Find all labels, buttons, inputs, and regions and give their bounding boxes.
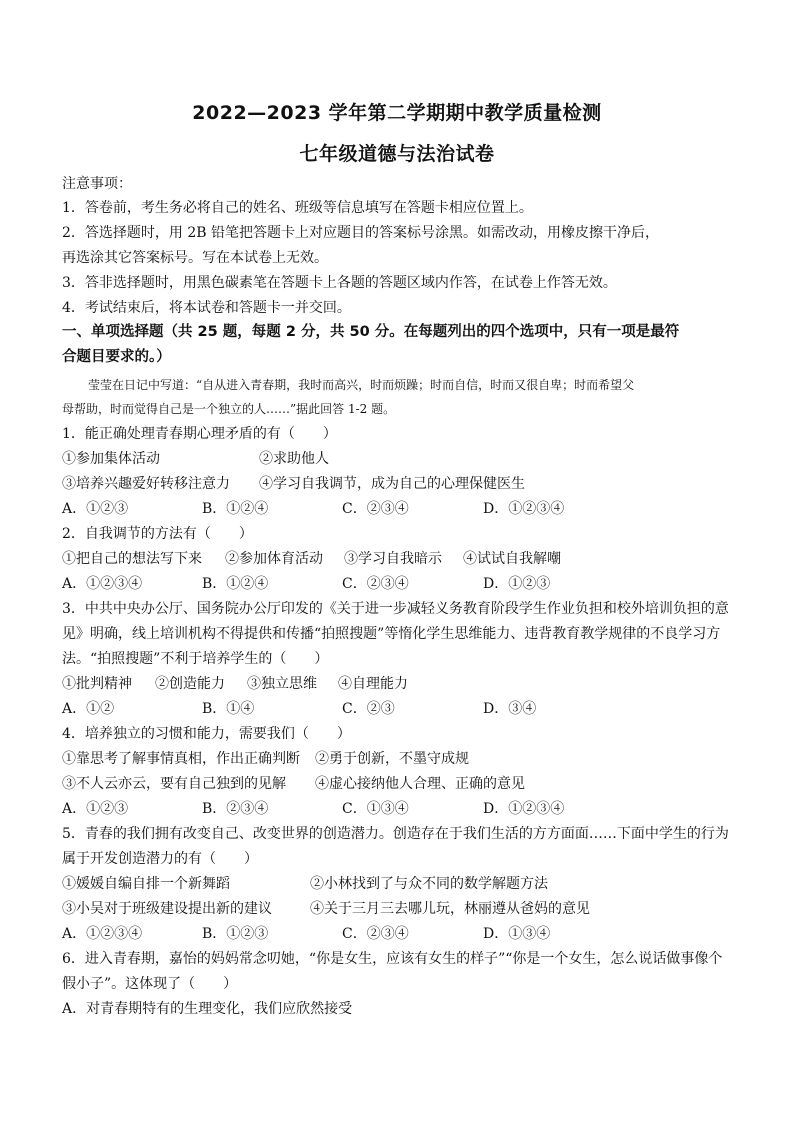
notice-item: 再选涂其它答案标号。写在本试卷上无效。 (62, 250, 328, 266)
notice-item: 2．答选择题时，用 2B 铅笔把答题卡上对应题目的答案标号涂黑。如需改动，用橡皮擦干净后， (62, 225, 660, 241)
option-item: ③培养兴趣爱好转移注意力 (62, 476, 230, 492)
reading-passage: 莹莹在日记中写道：“自从进入青春期，我时而高兴，时而烦躁；时而自信，时而又很自卑；时而希望父 (88, 378, 635, 392)
exam-subtitle: 七年级道德与法治试卷 (299, 143, 495, 165)
question-stem: 2．自我调节的方法有（ ） (62, 526, 253, 542)
option-item: ①靠思考了解事情真相，作出正确判断 (62, 751, 300, 767)
option-item: ④试试自我解嘲 (463, 551, 561, 567)
question-stem: 1．能正确处理青春期心理矛盾的有（ ） (62, 426, 337, 442)
option-item: ②求助他人 (259, 451, 329, 467)
exam-title: 2022—2023 学年第二学期期中教学质量检测 (192, 102, 602, 124)
option-item: ②参加体育活动 (225, 551, 323, 567)
choice-b: B．①②③ (202, 926, 269, 942)
option-item: ③不人云亦云，要有自己独到的见解 (62, 776, 286, 792)
choice-a: A．①②③ (62, 801, 129, 817)
choice-c: C．②③④ (342, 926, 409, 942)
option-item: ②勇于创新，不墨守成规 (315, 751, 469, 767)
choice-b: B．①②④ (202, 576, 269, 592)
question-stem-cont: 属于开发创造潜力的有（ ） (62, 851, 258, 867)
option-item: ④自理能力 (338, 676, 408, 692)
question-stem: 4．培养独立的习惯和能力，需要我们（ ） (62, 726, 351, 742)
option-item: ③学习自我暗示 (344, 551, 442, 567)
option-item: ③独立思维 (247, 676, 317, 692)
reading-passage-cont: 母帮助，时而觉得自己是一个独立的人……”据此回答 1-2 题。 (62, 402, 396, 416)
option-item: ①媛媛自编自排一个新舞蹈 (62, 876, 230, 892)
notice-item: 4．考试结束后，将本试卷和答题卡一并交回。 (62, 300, 351, 316)
choice-d: D．③④ (483, 701, 537, 717)
option-item: ④学习自我调节，成为自己的心理保健医生 (259, 476, 525, 492)
option-item: ④关于三月三去哪儿玩，林丽遵从爸妈的意见 (310, 901, 590, 917)
option-item: ②创造能力 (155, 676, 225, 692)
question-stem: 5．青春的我们拥有改变自己、改变世界的创造潜力。创造存在于我们生活的方方面面……下面中学生的行为 (62, 826, 729, 842)
choice-c: C．②③④ (342, 501, 409, 517)
choice-d: D．①②③ (483, 576, 551, 592)
choice-b: B．①②④ (202, 501, 269, 517)
choice-a: A．对青春期特有的生理变化，我们应欣然接受 (62, 1001, 353, 1017)
choice-a: A．①②③ (62, 501, 129, 517)
option-item: ①把自己的想法写下来 (62, 551, 202, 567)
question-stem: 3．中共中央办公厅、国务院办公厅印发的《关于进一步减轻义务教育阶段学生作业负担和校外培训负担的意 (62, 601, 729, 617)
notice-heading: 注意事项： (62, 176, 132, 192)
choice-d: D．①②③④ (483, 501, 565, 517)
question-stem: 6．进入青春期，嘉怡的妈妈常念叨她，“你是女生，应该有女生的样子”“你是一个女生，怎么说话做事像个 (62, 951, 723, 967)
choice-a: A．①②③④ (62, 926, 143, 942)
option-item: ④虚心接纳他人合理、正确的意见 (315, 776, 525, 792)
question-stem-cont: 法。“拍照搜题”不利于培养学生的（ ） (62, 651, 329, 667)
section-heading-cont: 合题目要求的。） (62, 349, 171, 365)
choice-c: C．②③ (342, 701, 395, 717)
question-stem-cont: 假小子”。这体现了（ ） (62, 976, 238, 992)
choice-c: C．②③④ (342, 576, 409, 592)
question-stem-cont: 见》明确，线上培训机构不得提供和传播“拍照搜题”等惰化学生思维能力、违背教育教学规律的不良学习方 (62, 626, 721, 642)
option-item: ②小林找到了与众不同的数学解题方法 (310, 876, 548, 892)
choice-b: B．①④ (202, 701, 255, 717)
choice-c: C．①③④ (342, 801, 409, 817)
choice-b: B．②③④ (202, 801, 269, 817)
choice-a: A．①② (62, 701, 115, 717)
option-item: ①批判精神 (62, 676, 132, 692)
notice-item: 1．答卷前，考生务必将自己的姓名、班级等信息填写在答题卡相应位置上。 (62, 200, 533, 216)
option-item: ③小吴对于班级建设提出新的建议 (62, 901, 272, 917)
choice-d: D．①③④ (483, 926, 551, 942)
section-heading: 一、单项选择题（共 25 题，每题 2 分，共 50 分。在每题列出的四个选项中，只有一项是最符 (62, 324, 680, 340)
option-item: ①参加集体活动 (62, 451, 160, 467)
notice-item: 3．答非选择题时，用黑色碳素笔在答题卡上各题的答题区域内作答，在试卷上作答无效。 (62, 275, 617, 291)
choice-d: D．①②③④ (483, 801, 565, 817)
choice-a: A．①②③④ (62, 576, 143, 592)
